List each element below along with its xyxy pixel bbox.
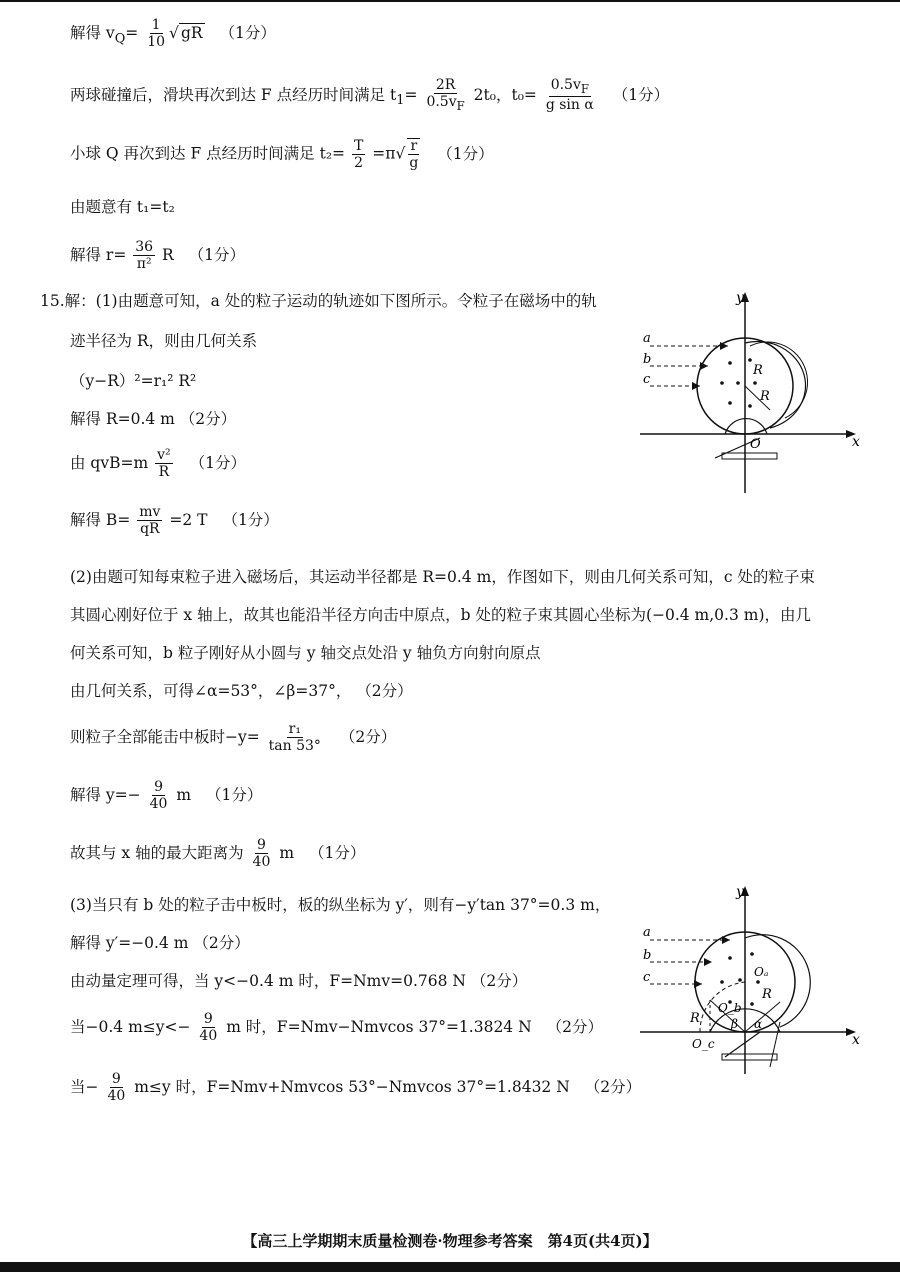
- num: 36: [135, 239, 154, 255]
- fraction: [352, 139, 365, 171]
- num: mv: [139, 504, 161, 520]
- score: （1分）: [612, 85, 670, 104]
- angle-alpha-label: α: [754, 1017, 763, 1031]
- y-axis-label: y: [736, 884, 744, 900]
- line-solve-vq: 解得 $v_Q=$ $\frac{1}{10}$ √ gR （1分）: [70, 17, 276, 51]
- center-oc-label: O_c: [692, 1037, 715, 1051]
- p2-line5: [70, 722, 396, 754]
- y-axis-label: y: [736, 290, 744, 306]
- label-c: c: [643, 372, 651, 387]
- p2-line1: (2)由题可知每束粒子进入磁场后，其运动半径都是 R=0.4 m，作图如下，则由几何关系可知，c 处的粒子束: [70, 568, 815, 586]
- center-oa-label: Oₐ: [754, 965, 769, 979]
- p2-line3: 何关系可知，b 粒子刚好从小圆与 y 轴交点处沿 y 轴负方向射向原点: [70, 644, 541, 662]
- num: 1: [151, 17, 161, 33]
- q15-line3: （y−R）²=r₁² R²: [70, 372, 197, 390]
- den: g sin α: [545, 97, 594, 114]
- top-rule: [0, 0, 900, 2]
- figure-1: [630, 288, 865, 496]
- num: r: [410, 138, 418, 154]
- den: 40: [149, 796, 168, 813]
- text: m 时，F=Nmv−Nmvcos 37°=1.3824 N: [226, 1018, 532, 1037]
- num: $0.5v_F$: [550, 77, 589, 97]
- num: v²: [157, 447, 171, 463]
- text: 解得 r=: [70, 246, 127, 265]
- num-text: 0.5v: [550, 77, 581, 94]
- origin-label: O: [750, 437, 761, 452]
- num: T: [353, 137, 364, 154]
- line-solve-r: [70, 240, 245, 272]
- text: 两球碰撞后，滑块再次到达 F 点经历时间满足 t: [70, 85, 397, 104]
- text: =: [125, 24, 139, 43]
- den: 40: [252, 854, 271, 871]
- den: 10: [147, 34, 166, 51]
- fraction: [105, 1072, 127, 1104]
- den: qR: [140, 521, 160, 538]
- den: R: [158, 464, 170, 481]
- radicand: gR: [180, 24, 203, 43]
- num: r₁: [288, 721, 301, 737]
- q15-line6: [70, 505, 279, 537]
- text: R: [162, 246, 174, 265]
- fraction: [197, 1012, 219, 1044]
- text: 由 qvB=m: [70, 454, 149, 473]
- q15-line5: [70, 448, 246, 480]
- text: m: [279, 844, 295, 863]
- score: （1分）: [206, 786, 263, 805]
- center-ob-label: O_b: [718, 1001, 742, 1015]
- text: 当−: [70, 1078, 99, 1097]
- num: 9: [203, 1011, 213, 1027]
- sub: 1: [396, 92, 405, 108]
- den: g: [409, 155, 419, 172]
- num: 9: [154, 779, 163, 795]
- den: tan 53°: [268, 738, 321, 755]
- figure-2: [630, 882, 865, 1077]
- score: （2分）: [339, 728, 397, 747]
- fraction: [544, 78, 596, 113]
- p3-line1: (3)当只有 b 处的粒子击中板时，板的纵坐标为 y′，则有−y′tan 37°=0.3 m，: [70, 896, 611, 914]
- p2-line6: [70, 780, 262, 812]
- text: 解得 v: [70, 24, 115, 43]
- den: $0.5v_F$: [426, 94, 465, 114]
- x-axis-label: x: [852, 434, 860, 450]
- text: 解得 y=−: [70, 786, 141, 805]
- text: =: [404, 85, 418, 104]
- num: 9: [257, 837, 266, 853]
- text: 故其与 x 轴的最大距离为: [70, 844, 244, 863]
- x-axis-label: x: [852, 1032, 860, 1048]
- p3-line5: [70, 1072, 641, 1104]
- label-a: a: [643, 331, 651, 346]
- sub: Q: [114, 31, 126, 47]
- p2-line2: 其圆心刚好位于 x 轴上，故其也能沿半径方向击中原点，b 处的粒子束其圆心坐标为(−0.4 m,0.3 m)，由几: [70, 606, 812, 624]
- text: =2 T: [169, 511, 208, 530]
- score: （1分）: [188, 246, 246, 265]
- fraction: [267, 722, 323, 754]
- text: 小球 Q 再次到达 F 点经历时间满足 t₂=: [70, 144, 346, 163]
- text: m≤y 时，F=Nmv+Nmvcos 53°−Nmvcos 37°=1.8432 N: [134, 1078, 570, 1097]
- fraction: [148, 780, 170, 812]
- den: 40: [199, 1028, 218, 1045]
- label-c: c: [643, 970, 651, 985]
- fraction: [133, 240, 155, 272]
- fraction: [424, 78, 466, 114]
- fraction: [155, 448, 173, 480]
- angle-beta-label: β: [731, 1017, 738, 1031]
- num: 2R: [435, 77, 456, 93]
- radius-label: R: [753, 363, 763, 378]
- line-t2: 小球 Q 再次到达 F 点经历时间满足 t₂= $\frac{T}{2}$ =π√ $\frac{r}{g}$ （1分）: [70, 137, 494, 172]
- p3-line3: 由动量定理可得，当 y<−0.4 m 时，F=Nmv=0.768 N （2分）: [70, 972, 528, 990]
- score: （1分）: [222, 511, 279, 530]
- score: （2分）: [546, 1018, 603, 1037]
- q15-line4: 解得 R=0.4 m （2分）: [70, 410, 237, 428]
- score: （1分）: [308, 844, 366, 863]
- bottom-rule: [0, 1262, 900, 1272]
- fraction: [145, 18, 167, 50]
- q15-line2: 迹半径为 R，则由几何关系: [70, 332, 258, 350]
- radius-label: R: [690, 1011, 700, 1026]
- p2-line7: [70, 838, 365, 870]
- den-text: 0.5v: [426, 94, 457, 111]
- fraction: [137, 505, 162, 537]
- score: （2分）: [584, 1078, 642, 1097]
- page-footer: 【高三上学期期末质量检测卷·物理参考答案 第4页(共4页)】: [242, 1232, 658, 1250]
- score: （1分）: [189, 454, 246, 473]
- num: 9: [111, 1071, 121, 1087]
- radius-label: R: [760, 389, 770, 404]
- den: π²: [136, 256, 152, 273]
- text: m: [176, 786, 192, 805]
- line-t1-eq-t2: 由题意有 t₁=t₂: [70, 198, 175, 216]
- text: 当−0.4 m≤y<−: [70, 1018, 191, 1037]
- fraction: [251, 838, 273, 870]
- text: 2t₀，t₀=: [473, 85, 537, 104]
- fraction: [407, 138, 420, 171]
- p3-line4: [70, 1012, 603, 1044]
- q15-intro: 15.解：(1)由题意可知，a 处的粒子运动的轨迹如下图所示。令粒子在磁场中的轨: [40, 292, 597, 310]
- text: 则粒子全部能击中板时−y=: [70, 728, 260, 747]
- radius-label: R: [762, 987, 772, 1002]
- p2-line4: 由几何关系，可得∠α=53°，∠β=37°， （2分）: [70, 682, 413, 700]
- text: 解得 B=: [70, 511, 131, 530]
- label-b: b: [643, 948, 652, 963]
- line-t1: [70, 78, 669, 114]
- label-a: a: [643, 925, 651, 940]
- text: =π: [372, 144, 396, 163]
- den: 40: [107, 1088, 126, 1105]
- score: （1分）: [219, 24, 276, 43]
- den: 2: [354, 154, 364, 171]
- label-b: b: [643, 352, 652, 367]
- score: （1分）: [437, 144, 494, 163]
- p3-line2: 解得 y′=−0.4 m （2分）: [70, 934, 250, 952]
